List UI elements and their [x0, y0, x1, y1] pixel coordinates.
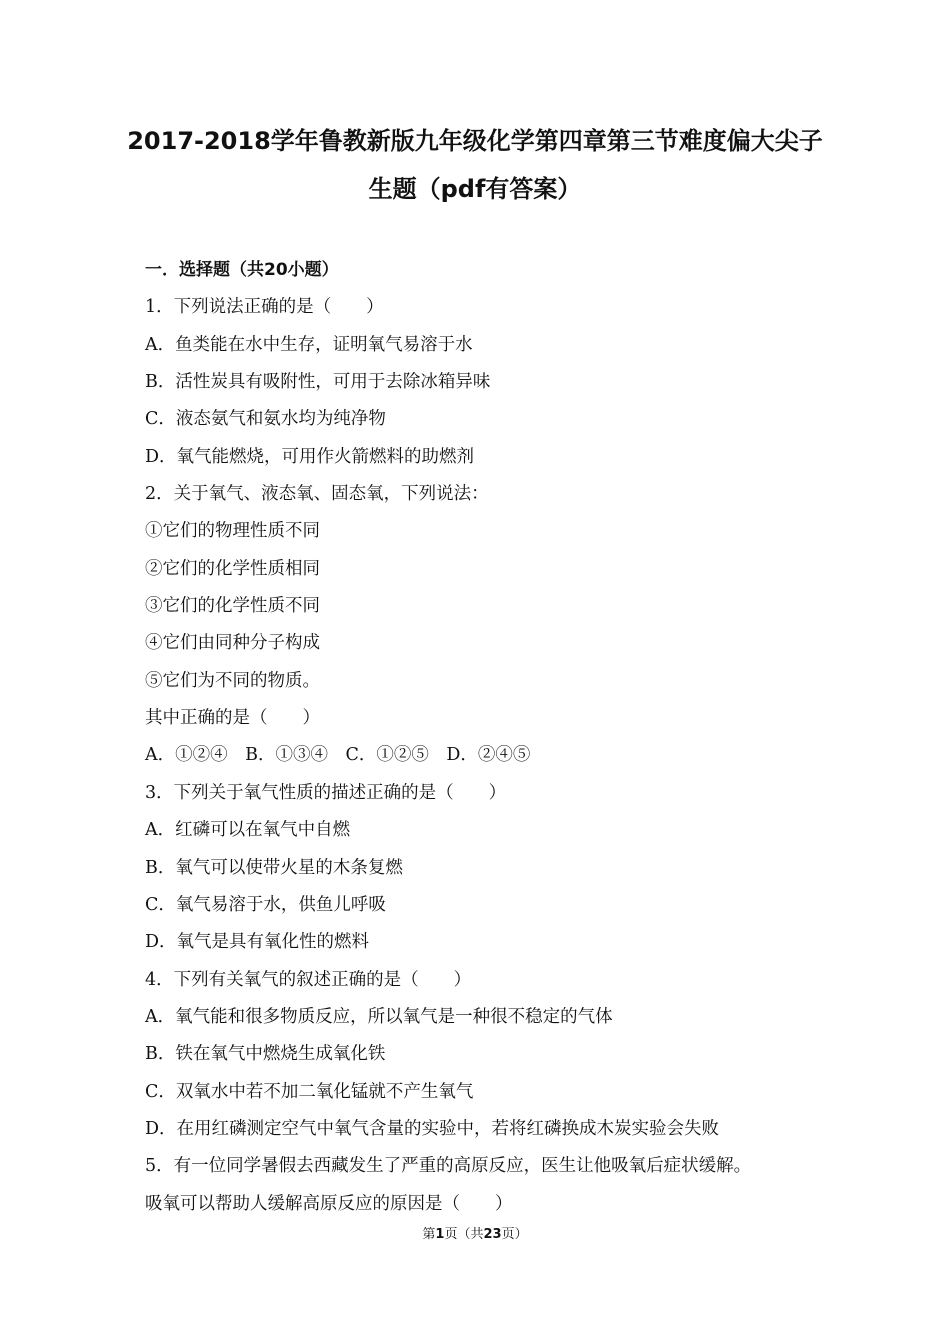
question-3-stem: 3．下列关于氧气性质的描述正确的是（ ）	[145, 783, 507, 803]
footer-prefix: 第	[422, 1227, 436, 1242]
question-4-option-a: A．氧气能和很多物质反应，所以氧气是一种很不稳定的气体	[145, 1007, 613, 1027]
question-1-stem: 1．下列说法正确的是（ ）	[145, 297, 384, 317]
question-4-option-d: D．在用红磷测定空气中氧气含量的实验中，若将红磷换成木炭实验会失败	[145, 1119, 720, 1139]
question-1-option-c: C．液态氨气和氨水均为纯净物	[145, 409, 386, 429]
page-footer	[0, 1226, 950, 1244]
question-3-option-d: D．氧气是具有氧化性的燃料	[145, 932, 370, 952]
question-1-option-b: B．活性炭具有吸附性，可用于去除冰箱异味	[145, 372, 491, 392]
question-4-option-b: B．铁在氧气中燃烧生成氧化铁	[145, 1044, 386, 1064]
document-title-line-1: 2017-2018学年鲁教新版九年级化学第四章第三节难度偏大尖子	[127, 127, 823, 155]
question-2-statement-2: ②它们的化学性质相同	[145, 559, 320, 579]
footer-total-pages: 23	[483, 1227, 502, 1242]
question-2-statement-5: ⑤它们为不同的物质。	[145, 671, 320, 691]
question-2-statement-4: ④它们由同种分子构成	[145, 633, 320, 653]
question-2-prompt: 其中正确的是（ ）	[145, 708, 320, 728]
section-heading: 一．选择题（共20小题）	[145, 260, 339, 280]
question-5-stem-line-2: 吸氧可以帮助人缓解高原反应的原因是（ ）	[145, 1194, 513, 1214]
footer-middle: 页（共	[444, 1227, 484, 1242]
question-3-option-b: B．氧气可以使带火星的木条复燃	[145, 858, 403, 878]
question-2-statement-1: ①它们的物理性质不同	[145, 521, 320, 541]
question-4-stem: 4．下列有关氧气的叙述正确的是（ ）	[145, 970, 472, 990]
footer-page-number: 1	[435, 1227, 445, 1242]
question-2-options: A．①②④ B．①③④ C．①②⑤ D．②④⑤	[145, 745, 531, 765]
question-1-option-d: D．氧气能燃烧，可用作火箭燃料的助燃剂	[145, 447, 475, 467]
document-title-line-2: 生题（pdf有答案）	[368, 175, 582, 203]
question-4-option-c: C．双氧水中若不加二氧化锰就不产生氧气	[145, 1082, 474, 1102]
question-5-stem-line-1: 5．有一位同学暑假去西藏发生了严重的高原反应，医生让他吸氧后症状缓解。	[145, 1156, 752, 1176]
question-3-option-a: A．红磷可以在氧气中自燃	[145, 820, 351, 840]
question-3-option-c: C．氧气易溶于水，供鱼儿呼吸	[145, 895, 386, 915]
question-2-stem: 2．关于氧气、液态氧、固态氧，下列说法：	[145, 484, 489, 504]
question-1-option-a: A．鱼类能在水中生存，证明氧气易溶于水	[145, 335, 473, 355]
footer-suffix: 页）	[501, 1227, 528, 1242]
question-2-statement-3: ③它们的化学性质不同	[145, 596, 320, 616]
